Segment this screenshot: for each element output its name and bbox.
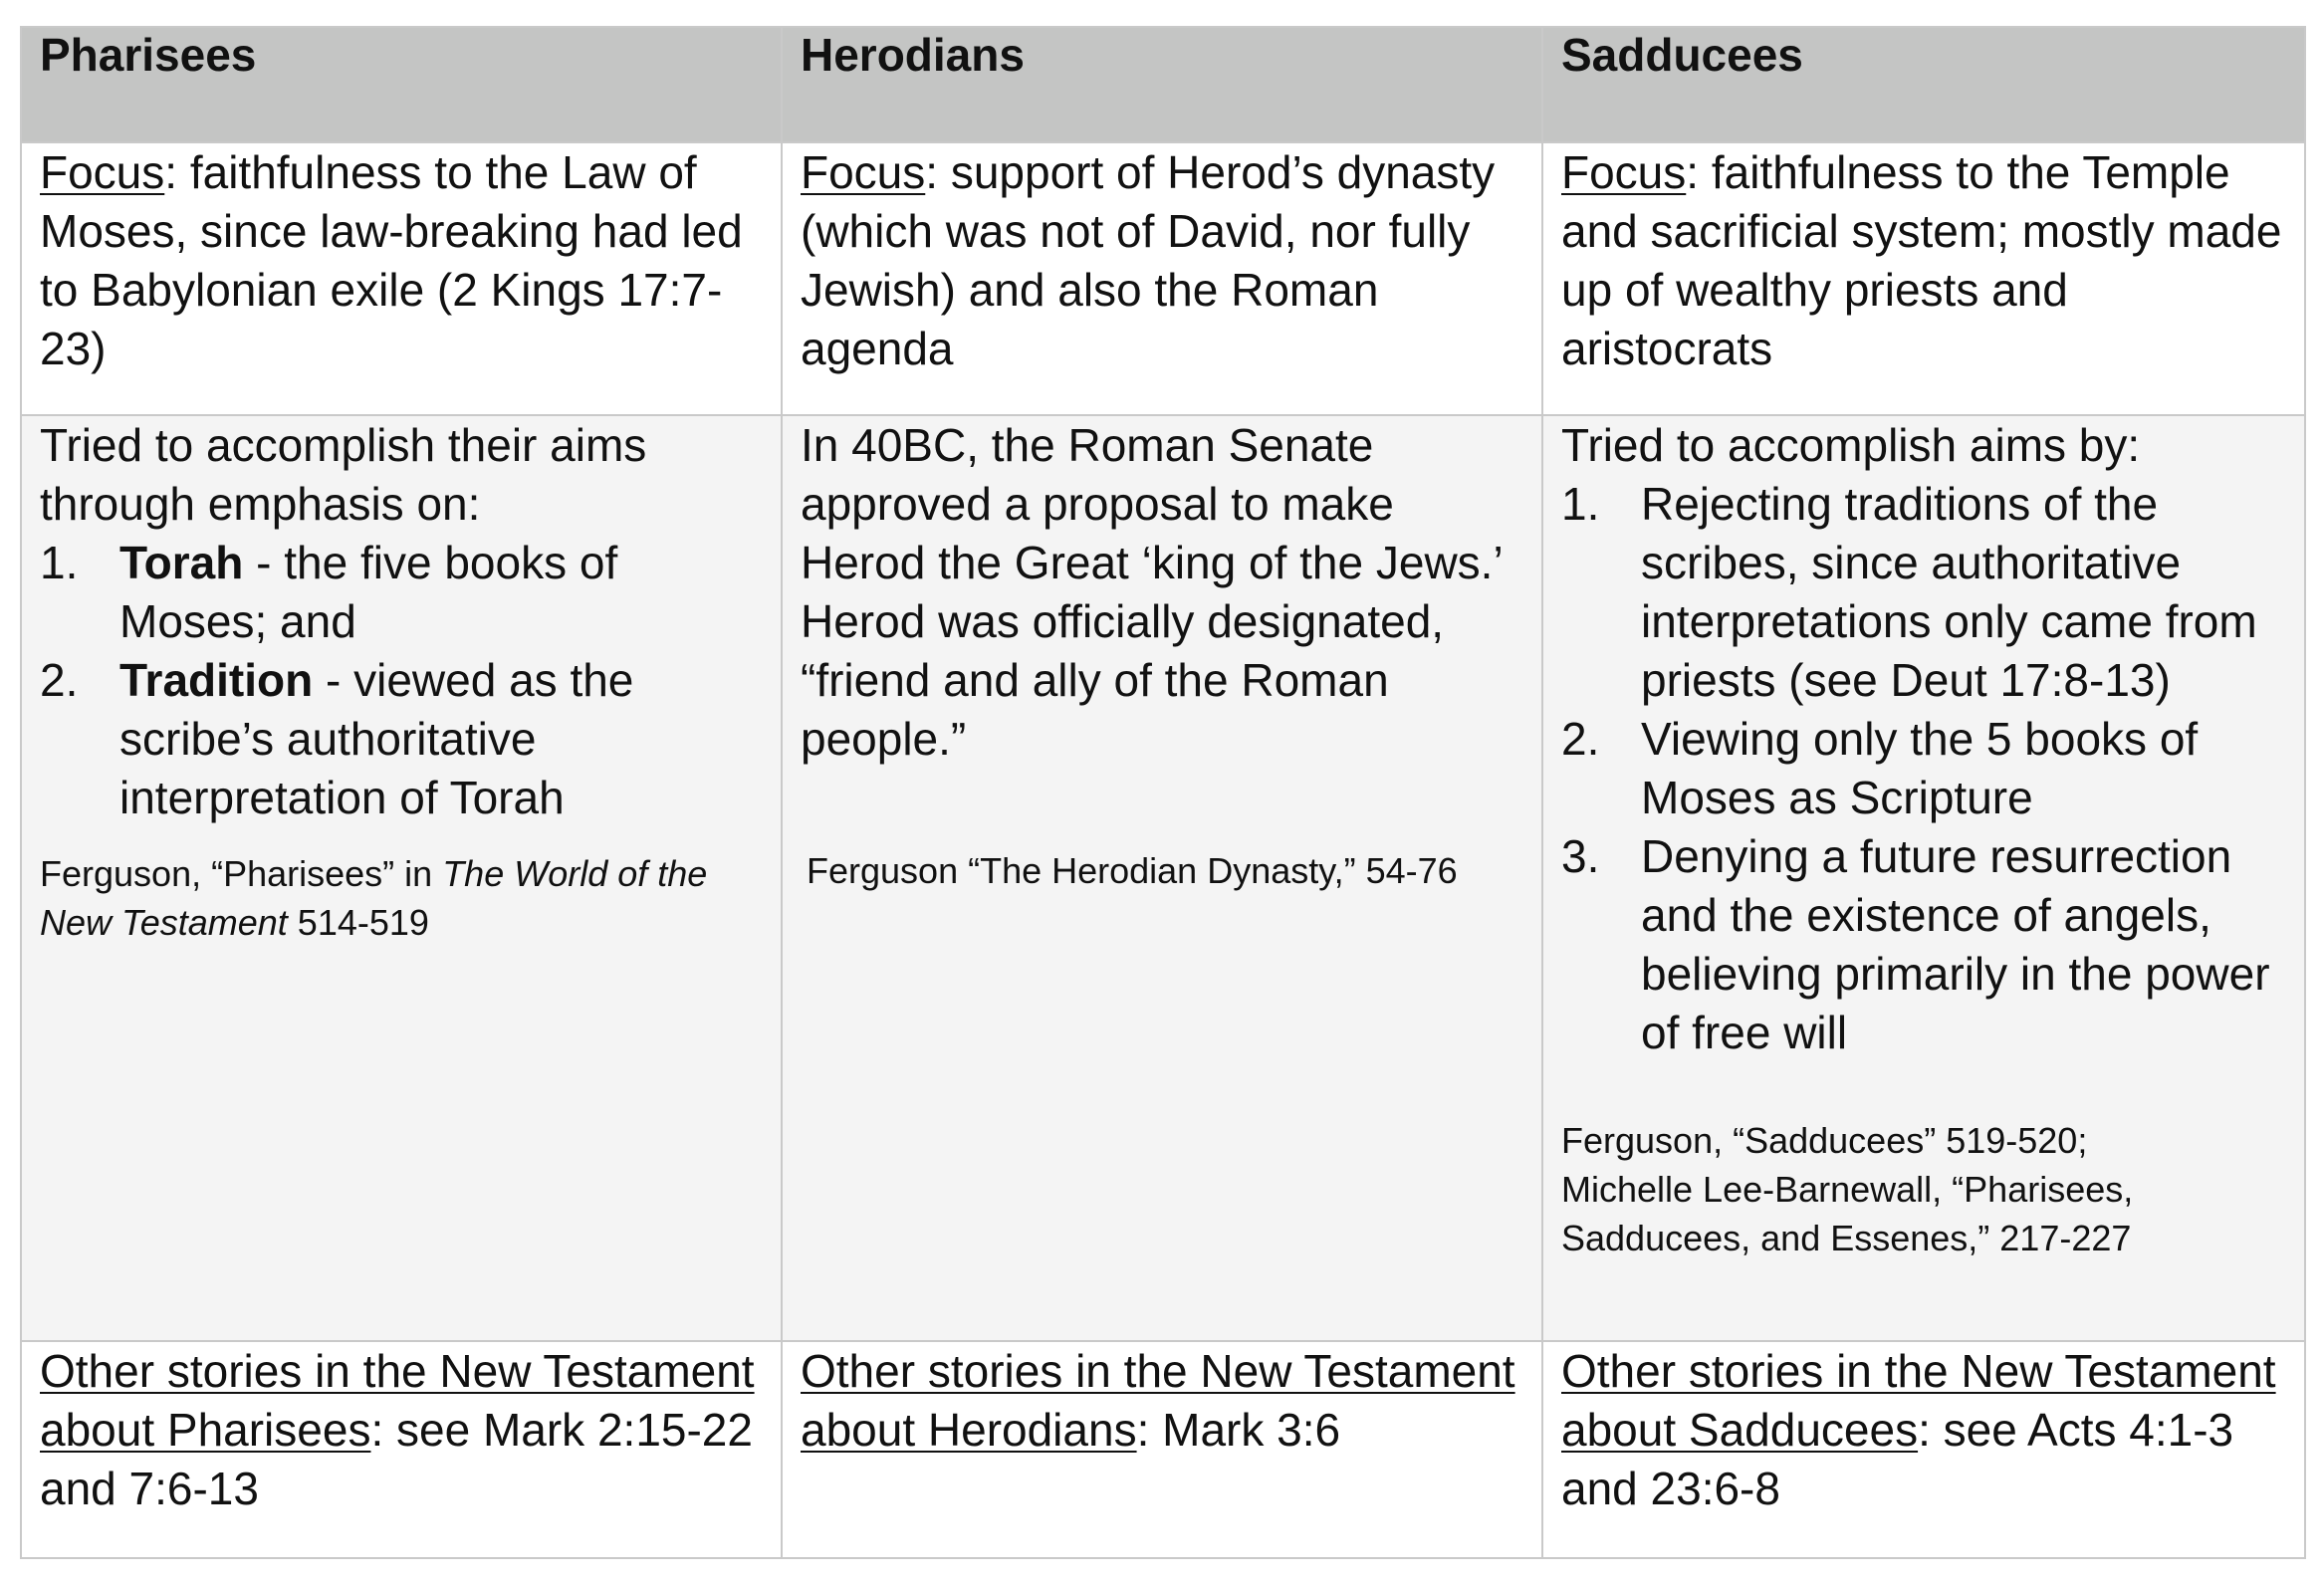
list-item (1561, 710, 2286, 827)
focus-row (21, 142, 2305, 415)
focus-pharisees-text: : faithfulness to the Law of Moses, since law-breaking had led to Babylonian exile (2 Kings 17:7-23) (40, 146, 743, 374)
stories-pharisees-refs: : see Mark 2:15-22 and 7:6-13 (40, 1404, 753, 1514)
list-number: 1. (40, 537, 79, 588)
stories-row (21, 1341, 2305, 1558)
herodians-citation: Ferguson “The Herodian Dynasty,” 54-76 (807, 850, 1458, 891)
focus-sadducees (1561, 143, 2286, 378)
focus-sadducees-text: : faithfulness to the Temple and sacrificial system; mostly made up of wealthy priests and aristocrats (1561, 146, 2282, 374)
header-row (21, 27, 2305, 142)
herodians-text: In 40BC, the Roman Senate approved a proposal to make Herod the Great ‘king of the Jews.’ Herod was officially designated, “friend and ally of the Roman people.” (801, 419, 1502, 765)
sadducees-citation (1561, 1116, 2286, 1262)
sadducees-aims-list (1561, 475, 2286, 1062)
list-number: 2. (40, 654, 79, 706)
list-number: 3. (1561, 830, 1600, 882)
focus-label: Focus (1561, 146, 1687, 198)
aims-row (21, 415, 2305, 1341)
stories-pharisees-cell (21, 1341, 782, 1558)
header-pharisees: Pharisees (21, 27, 782, 142)
stories-sadducees-refs: : see Acts 4:1-3 and 23:6-8 (1561, 1404, 2234, 1514)
list-item-bold: Tradition (119, 654, 314, 706)
focus-herodians-text: : support of Herod’s dynasty (which was not of David, nor fully Jewish) and also the Roman agenda (801, 146, 1496, 374)
cite-pages: 514-519 (287, 902, 429, 943)
list-item-text: Rejecting traditions of the scribes, since authoritative interpretations only came from priests (see Deut 17:8-13) (1641, 478, 2257, 706)
stories-sadducees-cell (1542, 1341, 2305, 1558)
focus-herodians-cell (782, 142, 1542, 415)
focus-herodians (801, 143, 1523, 378)
pharisees-aims-cell (21, 415, 782, 1341)
stories-sadducees (1561, 1342, 2286, 1518)
header-herodians: Herodians (782, 27, 1542, 142)
focus-pharisees-cell (21, 142, 782, 415)
list-item-text: - viewed as the scribe’s authoritative interpretation of Torah (119, 654, 634, 823)
list-item-text: Denying a future resurrection and the existence of angels, believing primarily in the power of free will (1641, 830, 2270, 1058)
list-number: 2. (1561, 713, 1600, 765)
stories-herodians (801, 1342, 1523, 1460)
stories-sadducees-link: Other stories in the New Testament about Sadducees (1561, 1345, 2276, 1456)
herodians-aims-cell (782, 415, 1542, 1341)
header-sadducees: Sadducees (1542, 27, 2305, 142)
focus-label: Focus (801, 146, 926, 198)
focus-label: Focus (40, 146, 165, 198)
cite-book-title: The World of the New Testament (40, 853, 708, 943)
stories-herodians-cell (782, 1341, 1542, 1558)
list-item-text: - the five books of Moses; and (119, 537, 618, 647)
pharisees-citation (40, 849, 763, 947)
list-item (40, 651, 763, 827)
pharisees-aims-list (40, 534, 763, 827)
cite-line: Ferguson, “Sadducees” 519-520; (1561, 1120, 2088, 1161)
stories-herodians-refs: : Mark 3:6 (1136, 1404, 1341, 1456)
cite-line: Michelle Lee-Barnewall, “Pharisees, Sadducees, and Essenes,” 217-227 (1561, 1169, 2134, 1258)
list-item-text: Viewing only the 5 books of Moses as Scripture (1641, 713, 2199, 823)
list-item (1561, 827, 2286, 1062)
sadducees-aims-intro: Tried to accomplish aims by: (1561, 419, 2141, 471)
cite-author: Ferguson, “Pharisees” in (40, 853, 443, 894)
stories-pharisees-link: Other stories in the New Testament about Pharisees (40, 1345, 755, 1456)
sadducees-aims-cell (1542, 415, 2305, 1341)
focus-pharisees (40, 143, 763, 378)
list-item-bold: Torah (119, 537, 244, 588)
stories-pharisees (40, 1342, 763, 1518)
list-number: 1. (1561, 478, 1600, 530)
stories-herodians-link: Other stories in the New Testament about Herodians (801, 1345, 1515, 1456)
list-item (40, 534, 763, 651)
list-item (1561, 475, 2286, 710)
pharisees-aims-intro: Tried to accomplish their aims through emphasis on: (40, 419, 647, 530)
comparison-table (20, 26, 2306, 1559)
focus-sadducees-cell (1542, 142, 2305, 415)
